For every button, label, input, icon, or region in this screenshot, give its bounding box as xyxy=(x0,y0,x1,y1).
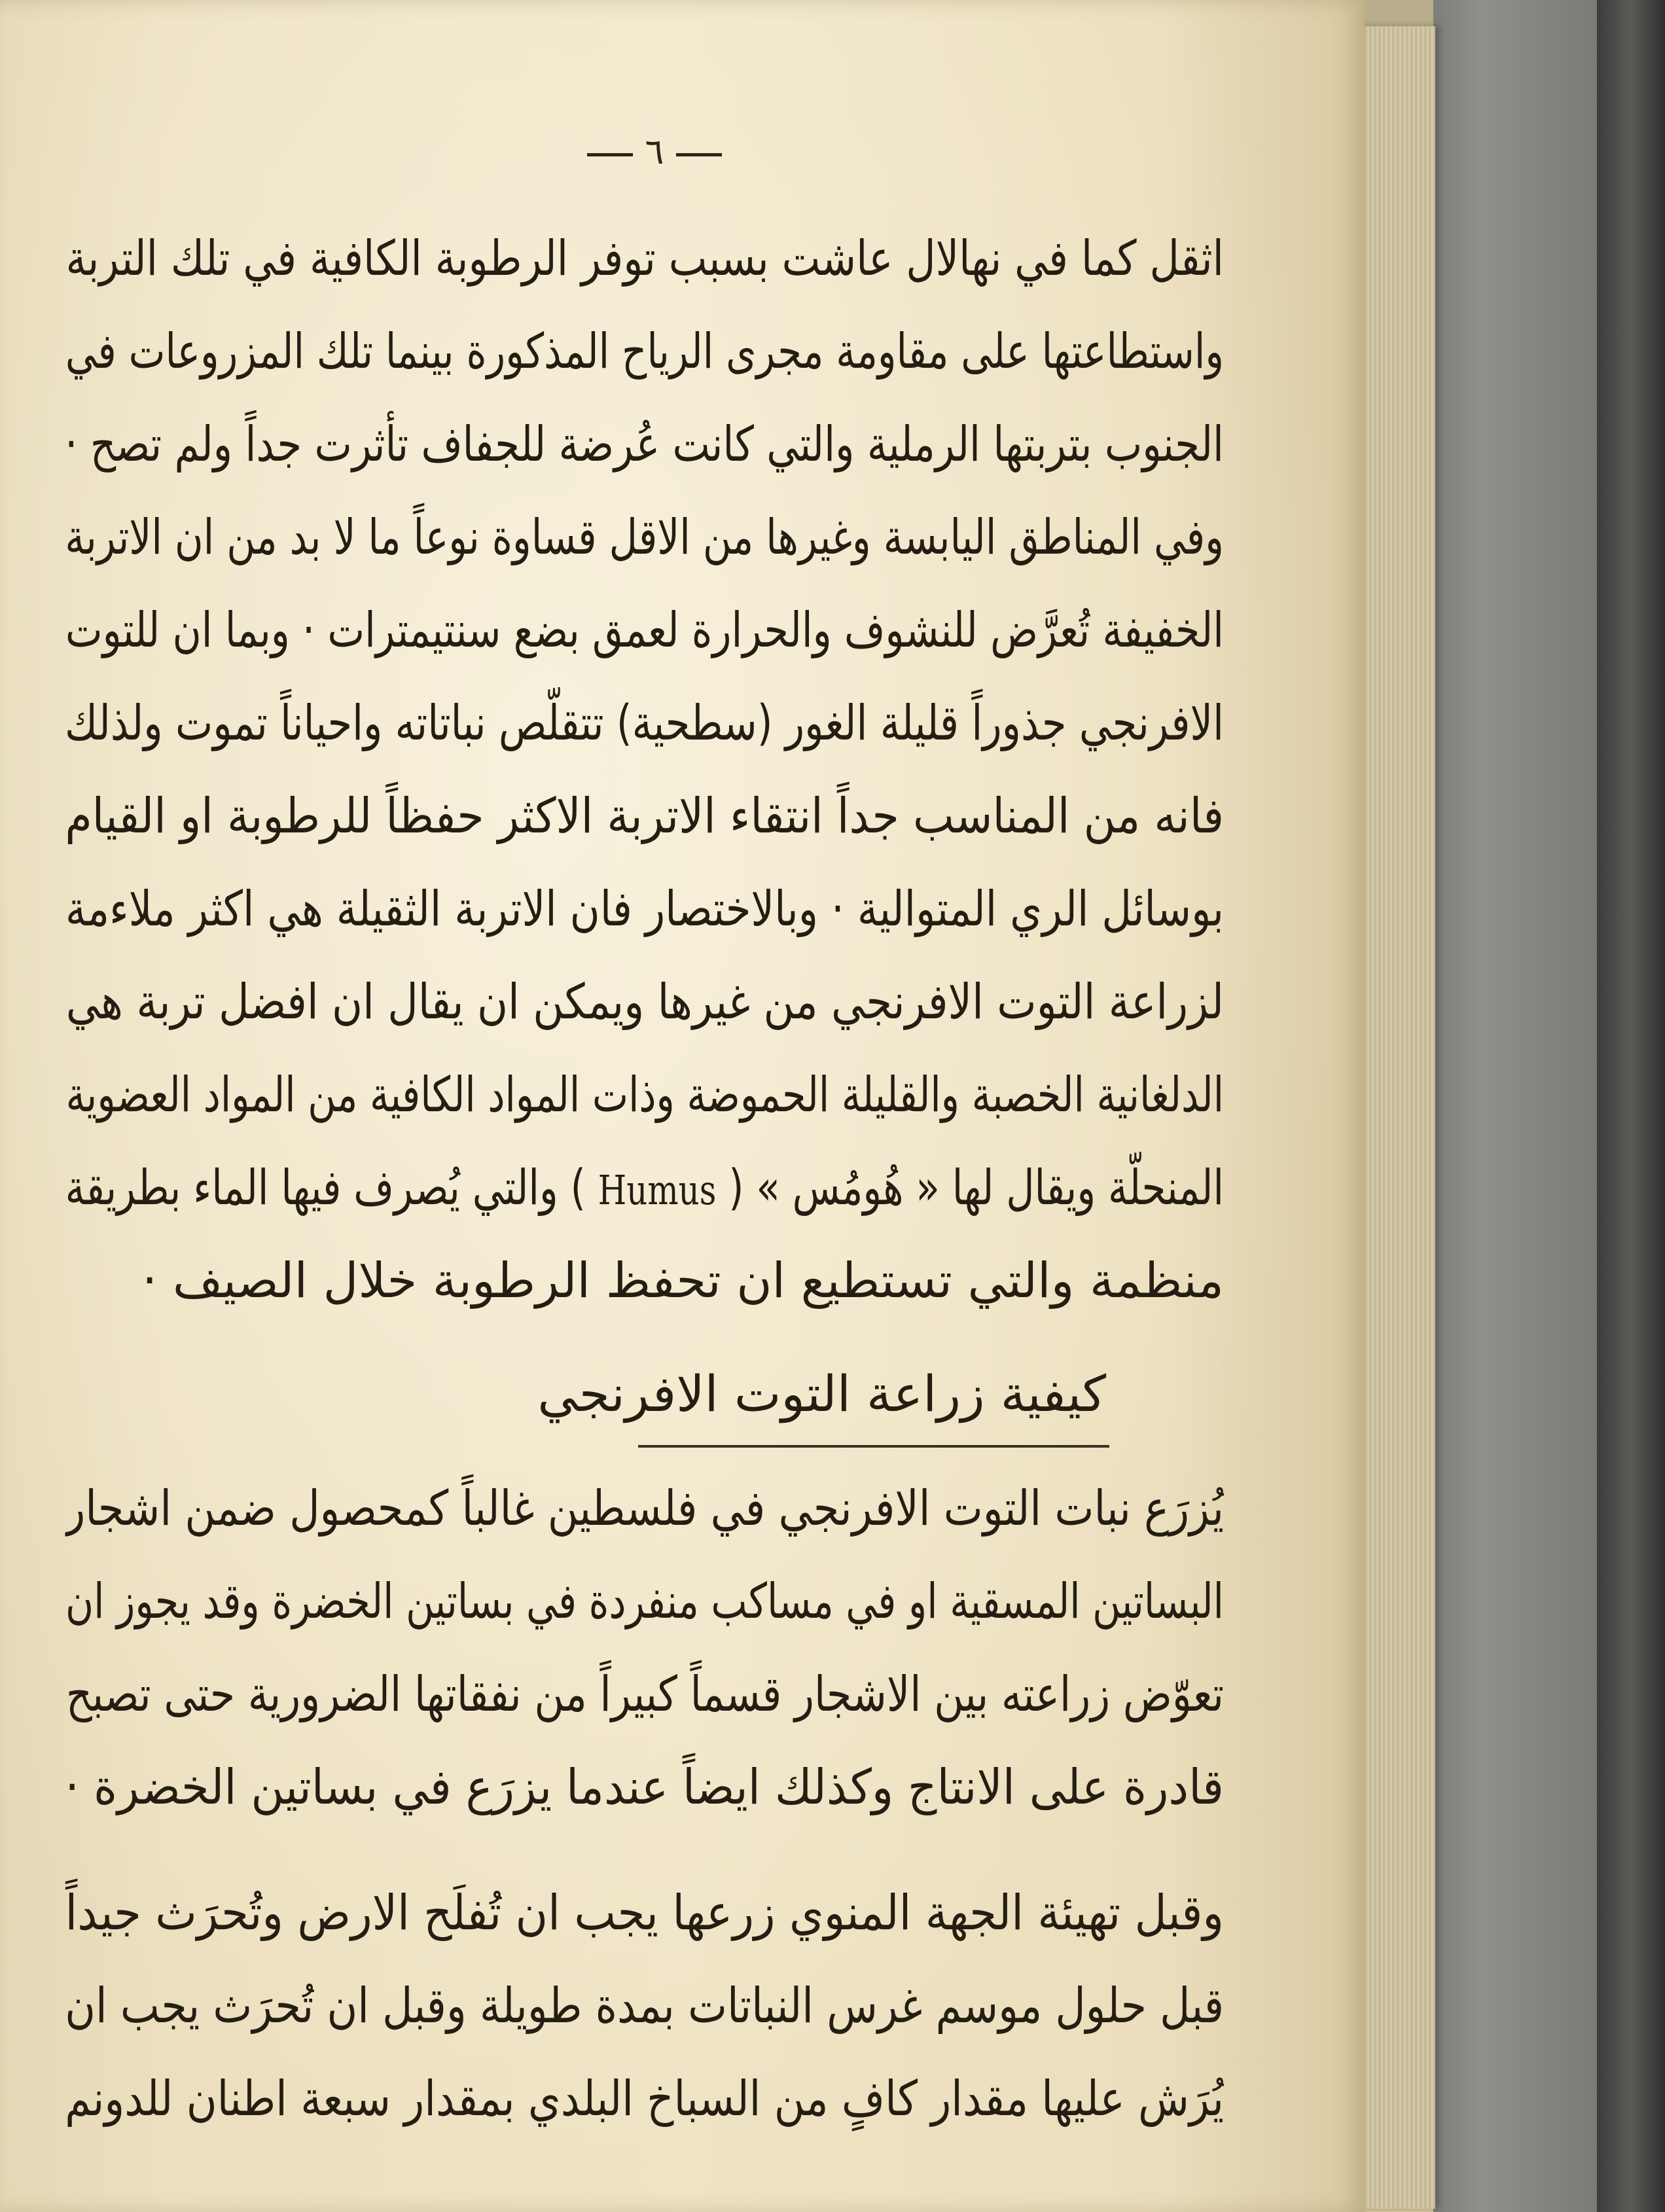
book-cover-inner xyxy=(1597,0,1665,2212)
section-heading: كيفية زراعة التوت الافرنجي xyxy=(537,1365,1106,1423)
text-line: وفي المناطق اليابسة وغيرها من الاقل قساوة نوعاً ما لا بد من ان الاتربة xyxy=(65,509,1224,565)
heading-underline xyxy=(638,1445,1109,1448)
text-line-humus xyxy=(65,1152,1224,1230)
text-line: اثقل كما في نهالال عاشت بسبب توفر الرطوبة الكافية في تلك التربة xyxy=(65,230,1224,287)
text-line: فانه من المناسب جداً انتقاء الاتربة الاكثر حفظاً للرطوبة او القيام xyxy=(65,788,1224,844)
text-line: قبل حلول موسم غرس النباتات بمدة طويلة وقبل ان تُحرَث يجب ان xyxy=(65,1978,1224,2034)
text-line: لزراعة التوت الافرنجي من غيرها ويمكن ان يقال ان افضل تربة هي xyxy=(65,974,1224,1030)
text-line: بوسائل الري المتوالية · وبالاختصار فان الاتربة الثقيلة هي اكثر ملاءمة xyxy=(65,881,1224,937)
text-line: وقبل تهيئة الجهة المنوي زرعها يجب ان تُفلَح الارض وتُحرَث جيداً xyxy=(65,1885,1224,1941)
text-line: يُزرَع نبات التوت الافرنجي في فلسطين غالباً كمحصول ضمن اشجار xyxy=(65,1480,1224,1537)
page-number-dash-left xyxy=(587,153,633,156)
page-number-dash-right xyxy=(676,153,722,156)
text-line: تعوّض زراعته بين الاشجار قسماً كبيراً من نفقاتها الضرورية حتى تصبح xyxy=(65,1666,1224,1722)
text-line: الخفيفة تُعرَّض للنشوف والحرارة لعمق بضع سنتيمترات · وبما ان للتوت xyxy=(65,602,1224,658)
latin-term: Humus xyxy=(598,1166,717,1214)
text-line: واستطاعتها على مقاومة مجرى الرياح المذكورة بينما تلك المزروعات في xyxy=(65,323,1224,380)
page-number-value: ٦ xyxy=(645,131,664,172)
text-fragment: المنحلَّة ويقال لها « هُومُس » ( xyxy=(728,1160,1224,1216)
text-line: الافرنجي جذوراً قليلة الغور (سطحية) تتقلّص نباتاته واحياناً تموت ولذلك xyxy=(65,695,1224,751)
page-number xyxy=(556,131,753,190)
text-line: يُرَش عليها مقدار كافٍ من السباخ البلدي بمقدار سبعة اطنان للدونم xyxy=(65,2071,1224,2127)
text-line: قادرة على الانتاج وكذلك ايضاً عندما يزرَع في بساتين الخضرة · xyxy=(65,1759,1224,1815)
text-line: الجنوب بتربتها الرملية والتي كانت عُرضة للجفاف تأثرت جداً ولم تصح · xyxy=(65,416,1224,473)
text-fragment: ) والتي يُصرف فيها الماء بطريقة xyxy=(65,1160,586,1216)
text-line: البساتين المسقية او في مساكب منفردة في بساتين الخضرة وقد يجوز ان xyxy=(65,1573,1224,1630)
text-line: الدلغانية الخصبة والقليلة الحموضة وذات المواد الكافية من المواد العضوية xyxy=(65,1067,1224,1123)
text-line: منظمة والتي تستطيع ان تحفظ الرطوبة خلال الصيف · xyxy=(141,1253,1224,1309)
